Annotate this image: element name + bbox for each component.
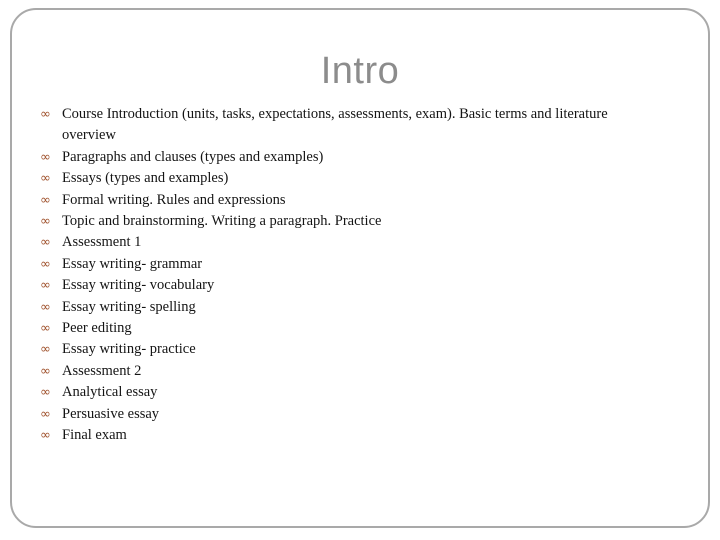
list-item (40, 361, 650, 382)
list-item (40, 275, 650, 296)
wingdings-scroll-bullet-icon: ∞ (40, 235, 51, 251)
list-item-text: Essay writing- practice (62, 341, 196, 358)
list-item-text: Final exam (62, 427, 127, 444)
list-item-text: Paragraphs and clauses (types and examples) (62, 148, 324, 165)
list-item (40, 425, 650, 446)
wingdings-scroll-bullet-icon: ∞ (40, 278, 51, 294)
list-item (40, 254, 650, 275)
list-item (40, 168, 650, 189)
wingdings-scroll-bullet-icon: ∞ (40, 171, 51, 187)
list-item-text: Essay writing- vocabulary (62, 277, 215, 294)
list-item-text: Course Introduction (units, tasks, expectations, assessments, exam). Basic terms and literature overview (62, 106, 608, 144)
list-item (40, 297, 650, 318)
list-item (40, 147, 650, 168)
wingdings-scroll-bullet-icon: ∞ (40, 214, 51, 230)
wingdings-scroll-bullet-icon: ∞ (40, 385, 51, 401)
list-item-text: Assessment 2 (62, 362, 142, 379)
list-item (40, 232, 650, 253)
list-item-text: Essay writing- grammar (62, 255, 203, 272)
list-item (40, 318, 650, 339)
list-item-text: Topic and brainstorming. Writing a paragraph. Practice (62, 213, 382, 230)
wingdings-scroll-bullet-icon: ∞ (40, 406, 51, 422)
wingdings-scroll-bullet-icon: ∞ (40, 256, 51, 272)
wingdings-scroll-bullet-icon: ∞ (40, 321, 51, 337)
wingdings-scroll-bullet-icon: ∞ (40, 342, 51, 358)
list-item (40, 382, 650, 403)
slide-title: Intro (320, 50, 400, 92)
list-item-text: Essay writing- spelling (62, 298, 196, 315)
list-item (40, 339, 650, 360)
list-item-text: Assessment 1 (62, 234, 142, 251)
wingdings-scroll-bullet-icon: ∞ (40, 149, 51, 165)
list-item (40, 404, 650, 425)
list-item-text: Persuasive essay (62, 405, 160, 422)
bullet-list (0, 104, 720, 447)
list-item-text: Essays (types and examples) (62, 170, 229, 187)
wingdings-scroll-bullet-icon: ∞ (40, 299, 51, 315)
wingdings-scroll-bullet-icon: ∞ (40, 192, 51, 208)
list-item-text: Peer editing (62, 320, 132, 337)
list-item-text: Formal writing. Rules and expressions (62, 191, 286, 208)
list-item (40, 190, 650, 211)
wingdings-scroll-bullet-icon: ∞ (40, 363, 51, 379)
list-item-text: Analytical essay (62, 384, 158, 401)
list-item (40, 211, 650, 232)
wingdings-scroll-bullet-icon: ∞ (40, 107, 51, 122)
wingdings-scroll-bullet-icon: ∞ (40, 428, 51, 444)
list-item (40, 104, 650, 147)
